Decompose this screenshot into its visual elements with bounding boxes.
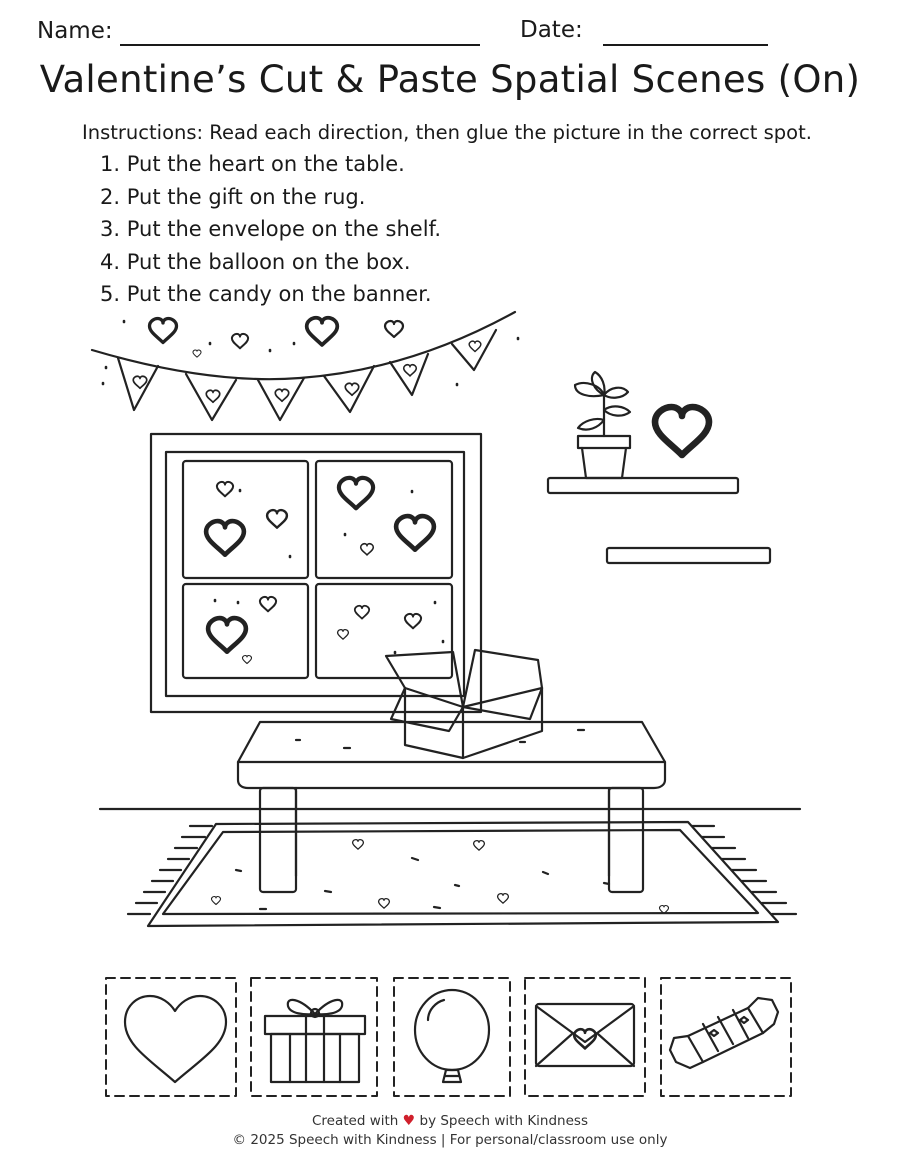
floating-hearts <box>150 318 404 357</box>
step-item: 2. Put the gift on the rug. <box>100 184 366 209</box>
cutout-gift[interactable] <box>251 978 377 1096</box>
cutout-heart[interactable] <box>106 978 236 1096</box>
cutout-envelope[interactable] <box>525 978 645 1096</box>
step-item: 5. Put the candy on the banner. <box>100 282 432 306</box>
credit-prefix: Created with <box>312 1113 399 1129</box>
step-item: 3. Put the envelope on the shelf. <box>100 217 442 241</box>
credit-line <box>0 1113 900 1129</box>
date-line[interactable] <box>603 44 768 46</box>
step-item: 4. Put the balloon on the box. <box>100 249 411 274</box>
heart-icon: ♥ <box>402 1113 416 1129</box>
table <box>238 722 665 892</box>
gift-icon <box>265 1000 365 1082</box>
envelope-icon <box>536 1004 634 1066</box>
name-label: Name: <box>37 18 113 44</box>
banner <box>92 312 515 420</box>
name-line[interactable] <box>120 44 480 46</box>
balloon-icon <box>415 990 489 1082</box>
room-scene <box>0 300 900 1110</box>
copyright: © 2025 Speech with Kindness | For personal/classroom use only <box>232 1132 668 1148</box>
instructions: Instructions: Read each direction, then glue the picture in the correct spot. <box>82 121 812 144</box>
rug <box>128 822 796 926</box>
cutout-candy[interactable] <box>661 978 791 1096</box>
shelves <box>548 372 770 563</box>
heart-icon <box>125 996 226 1082</box>
page-title: Valentine’s Cut & Paste Spatial Scenes (On) <box>39 58 861 101</box>
date-label: Date: <box>520 17 583 43</box>
candy-icon <box>670 998 778 1068</box>
credit-suffix: by Speech with Kindness <box>419 1113 588 1129</box>
window <box>151 434 481 712</box>
step-list <box>100 148 441 311</box>
step-item: 1. Put the heart on the table. <box>100 152 405 176</box>
cutout-balloon[interactable] <box>394 978 510 1096</box>
